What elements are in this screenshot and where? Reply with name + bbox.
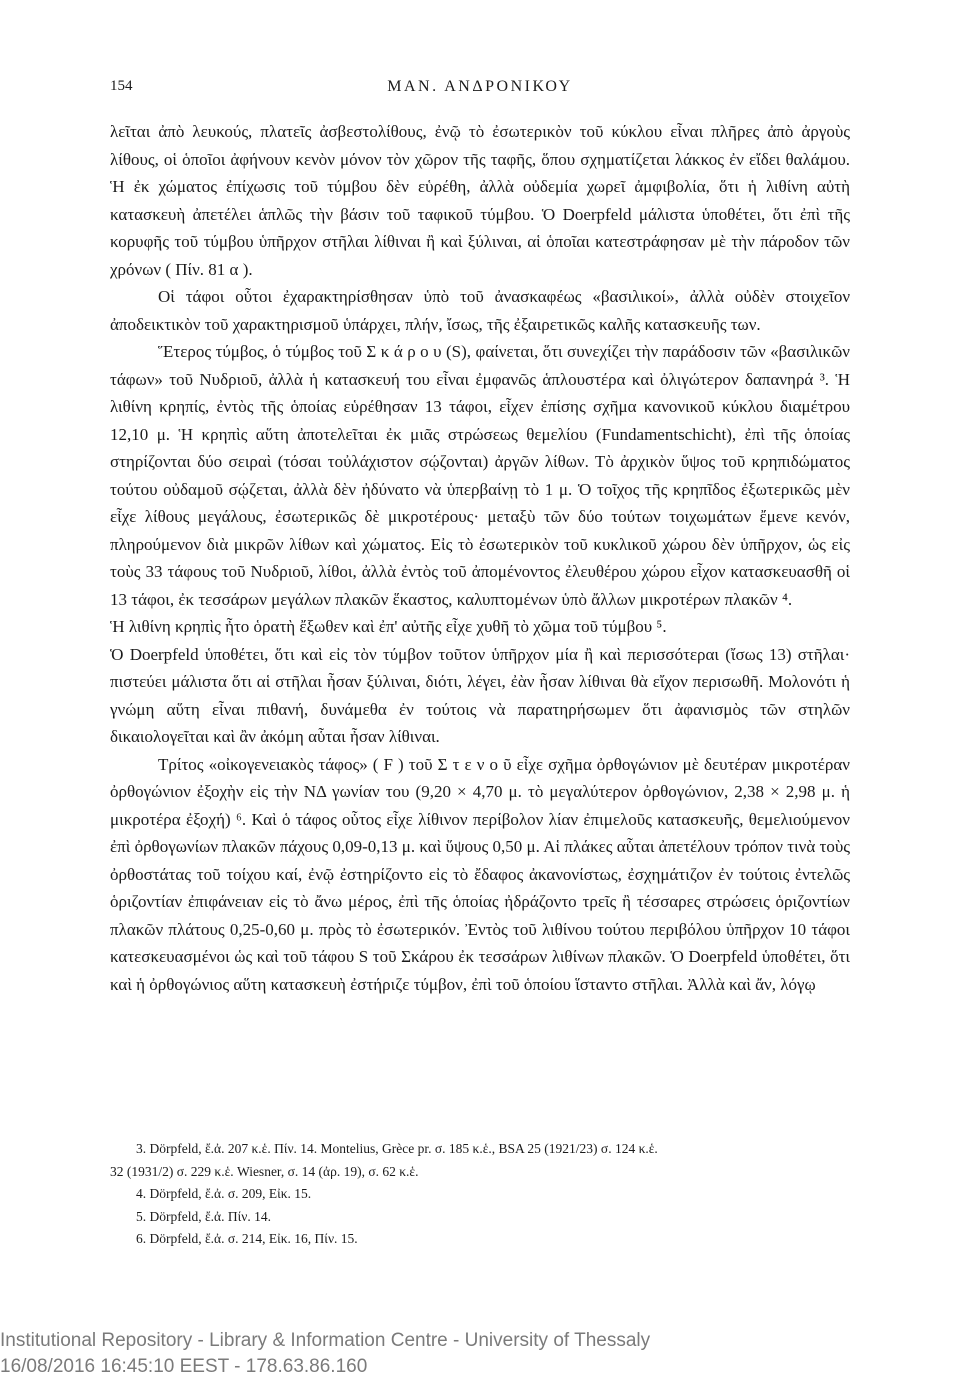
page-number: 154 bbox=[110, 78, 133, 94]
paragraph-2: Οἱ τάφοι οὗτοι ἐχαρακτηρίσθησαν ὑπὸ τοῦ ἀνασκαφέως «βασιλικοί», ἀλλὰ οὐδὲν στοιχεῖον ἀποδεικτικὸν τοῦ χαρακτηρισμοῦ ὑπάρχει, πλήν, ἴσως, τῆς ἐξαιρετικῶς καλῆς κατασκευῆς των. bbox=[110, 287, 850, 334]
footnote-4: 4. Dörpfeld, ἔ.ἀ. σ. 209, Εἰκ. 15. bbox=[136, 1186, 312, 1201]
paragraph-1: λεῖται ἀπὸ λευκούς, πλατεῖς ἀσβεστολίθους, ἐνῷ τὸ ἐσωτερικὸν τοῦ κύκλου εἶναι πλῆρες ἀπὸ ἀργοὺς λίθους, οἱ ὁποῖοι ἀφήνουν κενὸν μόνον τὸν χῶρον τῆς ταφῆς, ὅπου σχηματίζεται λάκκος ἐν εἴδει θαλάμου. Ἡ ἐκ χώματος ἐπίχωσις τοῦ τύμβου δὲν εὑρέθη, ἀλλὰ οὐδεμία χωρεῖ ἀμφιβολία, ὅτι ἡ λιθίνη αὐτὴ κατασκευὴ ἀπετέλει ἁπλῶς τὴν βάσιν τοῦ ταφικοῦ τύμβου. Ὁ Doerpfeld μάλιστα ὑποθέτει, ὅτι ἐπὶ τῆς κορυφῆς τοῦ τύμβου ὑπῆρχον στῆλαι λίθιναι ἢ καὶ ξύλιναι, αἱ ὁποῖαι κατεστράφησαν μὲ τὴν πάροδον τῶν χρόνων ( Πίν. 81 α ). bbox=[110, 122, 850, 279]
paragraph-4: Ἡ λιθίνη κρηπὶς ἦτο ὁρατὴ ἔξωθεν καὶ ἐπ' αὐτῆς εἶχε χυθῆ τὸ χῶμα τοῦ τύμβου ⁵. bbox=[110, 617, 667, 636]
page-header bbox=[110, 78, 850, 102]
footnote-3: 3. Dörpfeld, ἔ.ἀ. 207 κ.ἑ. Πίν. 14. Montelius, Grèce pr. σ. 185 κ.ἑ., BSA 25 (1921/23) σ. 124 κ.ἑ. bbox=[136, 1141, 658, 1156]
paragraph-6: Τρίτος «οἰκογενειακὸς τάφος» ( F ) τοῦ Σ τ ε ν ο ῦ εἶχε σχῆμα ὀρθογώνιον μὲ δευτέραν μικροτέραν ὀρθογώνιον ἐξοχὴν εἰς τὴν ΝΔ γωνίαν του (9,20 × 4,70 μ. τὸ μεγαλύτερον ὀρθογώνιον, 2,38 × 2,98 μ. ἡ μικροτέρα ἐξοχή) ⁶. Καὶ ὁ τάφος οὗτος εἶχε λίθινον περίβολον λίαν ἐπιμελοῦς κατασκευῆς, θεμελιούμενον ἐπὶ ὀρθογωνίων πλακῶν πάχους 0,09-0,13 μ. καὶ ὕψους 0,50 μ. Αἱ πλάκες αὗται ἀπετέλουν τρόπον τινὰ τοὺς ὀρθοστάτας τοῦ τοίχου καί, ἐνῷ ἐστηρίζοντο εἰς τὸ ἔδαφος ἀκανονίστως, ἐσχημάτιζον ἐν τούτοις ἐντελῶς ὁριζοντίαν ἐπιφάνειαν εἰς τὸ ἄνω μέρος, ἐπὶ τῆς ὁποίας ἠδράζοντο τρεῖς ἢ τέσσαρες στρώσεις ὁριζοντίων πλακῶν πλάτους 0,25-0,60 μ. πρὸς τὸ ἐσωτερικόν. Ἐντὸς τοῦ λιθίνου τούτου περιβόλου ὑπῆρχον 10 τάφοι κατεσκευασμένοι ὡς καὶ τοῦ τάφου S τοῦ Σκάρου ἐκ τεσσάρων λιθίνων πλακῶν. Ὁ Doerpfeld ὑποθέτει, ὅτι καὶ ἡ ὀρθογώνιος αὕτη κατασκευὴ ἐστήριζε τύμβον, ἐπὶ τοῦ ὁποίου ἵσταντο στῆλαι. Ἀλλὰ καὶ ἄν, λόγῳ bbox=[110, 754, 850, 994]
footnote-5: 5. Dörpfeld, ἔ.ἀ. Πίν. 14. bbox=[136, 1208, 271, 1224]
repository-timestamp: 16/08/2016 16:45:10 EEST - 178.63.86.160 bbox=[0, 1356, 368, 1377]
body-text bbox=[110, 118, 850, 998]
footnote-3-continued: 32 (1931/2) σ. 229 κ.ἑ. Wiesner, σ. 14 (ἀρ. 19), σ. 62 κ.ἑ. bbox=[110, 1163, 419, 1179]
footnotes bbox=[110, 1138, 850, 1251]
repository-watermark bbox=[0, 1328, 960, 1380]
repository-name: Institutional Repository - Library & Information Centre - University of Thessaly bbox=[0, 1330, 651, 1351]
footnote-6: 6. Dörpfeld, ἔ.ἀ. σ. 214, Εἰκ. 16, Πίν. 15. bbox=[136, 1231, 358, 1246]
running-head: ΜΑΝ. ΑΝΔΡΟΝΙΚΟΥ bbox=[387, 78, 573, 95]
paragraph-5: Ὁ Doerpfeld ὑποθέτει, ὅτι καὶ εἰς τὸν τύμβον τοῦτον ὑπῆρχον μία ἢ καὶ περισσότεραι (ἴσως 13) στῆλαι· πιστεύει μάλιστα ὅτι αἱ στῆλαι ἦσαν ξύλιναι, διότι, λέγει, ἐὰν ἦσαν λίθιναι θὰ εἴχον περισωθῆ. Μολονότι ἡ γνώμη αὕτη εἶναι πιθανή, δυνάμεθα ἐν τούτοις νὰ παρατηρήσωμεν ὅτι ἀφανισμὸς τῶν στηλῶν δικαιολογεῖται καὶ ἂν ἀκόμη αὗται ἦσαν λίθιναι. bbox=[110, 644, 850, 746]
paragraph-3: Ἕτερος τύμβος, ὁ τύμβος τοῦ Σ κ ά ρ ο υ (S), φαίνεται, ὅτι συνεχίζει τὴν παράδοσιν τῶν «βασιλικῶν τάφων» τοῦ Νυδριοῦ, ἀλλὰ ἡ κατασκευή του εἶναι ἐμφανῶς ἁπλουστέρα καὶ ὀλιγώτερον δαπανηρά ³. Ἡ λιθίνη κρηπίς, ἐντὸς τῆς ὁποίας εὑρέθησαν 13 τάφοι, εἶχεν ἐπίσης σχῆμα κανονικοῦ κύκλου διαμέτρου 12,10 μ. Ἡ κρηπὶς αὕτη ἀποτελεῖται ἐκ μιᾶς στρώσεως θεμελίου (Fundamentschicht), ἐπὶ τῆς ὁποίας στηρίζονται δύο σειραὶ (τόσαι τοὐλάχιστον σῴζονται) ἀργῶν λίθων. Τὸ ἀρχικὸν ὕψος τοῦ κρηπιδώματος τούτου οὐδαμοῦ σῴζεται, ἀλλὰ δὲν ἠδύνατο νὰ ὑπερβαίνῃ τὸ 1 μ. Ὁ τοῖχος τῆς κρηπῖδος ἐξωτερικῶς μὲν εἶχε λίθους μεγάλους, ἐσωτερικῶς δὲ μικροτέρους· μεταξὺ τῶν δύο τούτων τοιχωμάτων ἔμενε κενόν, πληρούμενον διὰ μικρῶν λίθων καὶ χώματος. Εἰς τὸ ἐσωτερικὸν τοῦ κυκλικοῦ χώρου δὲν ὑπῆρχον, ὡς εἰς τοὺς 33 τάφους τοῦ Νυδριοῦ, λίθοι, ἀλλὰ ἐντὸς τοῦ ἀπομένοντος ἐλευθέρου χώρου εἶχον κατασκευασθῆ οἱ 13 τάφοι, ἐκ τεσσάρων μεγάλων πλακῶν ἕκαστος, καλυπτομένων ὑπὸ ἄλλων μικροτέρων πλακῶν ⁴. bbox=[110, 342, 850, 609]
